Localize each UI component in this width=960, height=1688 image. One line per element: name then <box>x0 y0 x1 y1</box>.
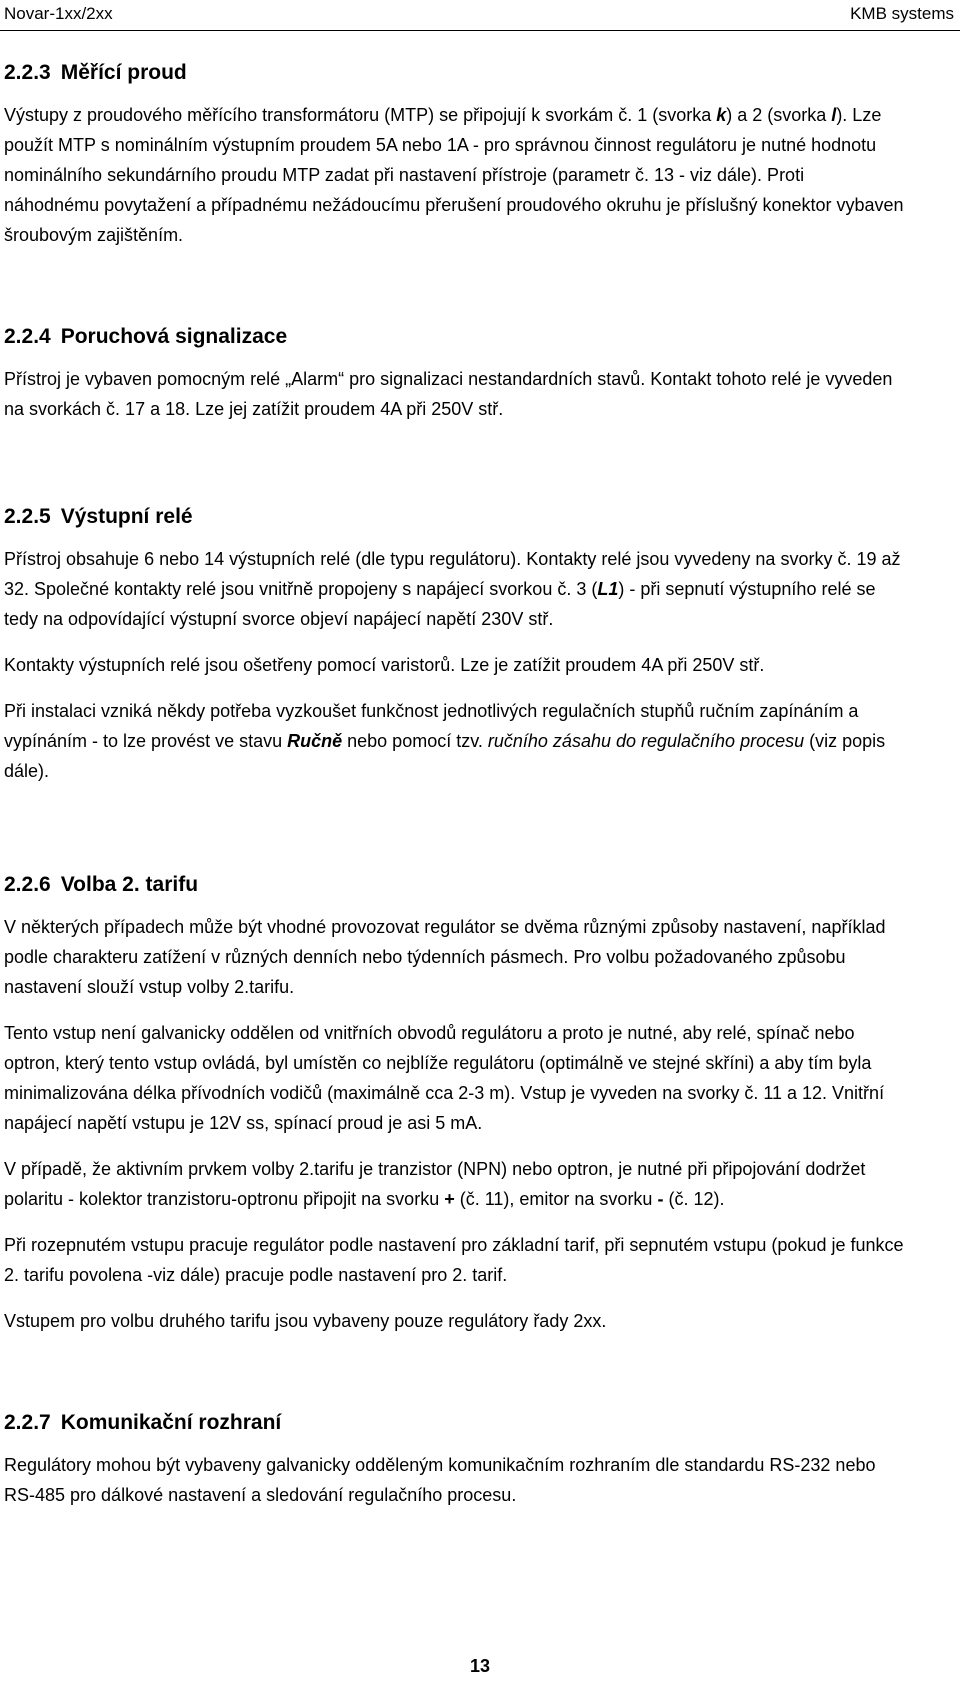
spacer <box>4 802 904 870</box>
header-product-name: Novar-1xx/2xx <box>4 4 113 23</box>
section-title: Měřící proud <box>60 61 187 84</box>
paragraph <box>4 1154 904 1214</box>
section-second-tariff <box>4 870 904 1336</box>
text-run: (č. 11), emitor na svorku <box>454 1189 658 1209</box>
section-number: 2.2.7 <box>4 1411 51 1434</box>
text-run: ) a 2 (svorka <box>726 105 832 125</box>
paragraph <box>4 696 904 786</box>
section-heading <box>4 58 904 88</box>
spacer <box>4 1352 904 1408</box>
paragraph: Kontakty výstupních relé jsou ošetřeny pomocí varistorů. Lze je zatížit proudem 4A při 250V stř. <box>4 655 765 675</box>
section-heading <box>4 502 904 532</box>
paragraph: Regulátory mohou být vybaveny galvanicky odděleným komunikačním rozhraním dle standardu RS-232 nebo RS-485 pro dálkové nastavení a sledování regulačního procesu. <box>4 1455 876 1505</box>
section-measuring-current <box>4 58 904 250</box>
section-title: Poruchová signalizace <box>60 325 288 348</box>
mode-name-rucne: Ručně <box>287 731 343 751</box>
paragraph: Přístroj je vybaven pomocným relé „Alarm“ pro signalizaci nestandardních stavů. Kontakt tohoto relé je vyveden na svorkách č. 17 a 18. Lze jej zatížit proudem 4A při 250V stř. <box>4 369 893 419</box>
terminal-label-k: k <box>716 105 727 125</box>
paragraph: Vstupem pro volbu druhého tarifu jsou vybaveny pouze regulátory řady 2xx. <box>4 1311 607 1331</box>
section-heading <box>4 1408 904 1438</box>
section-heading <box>4 322 904 352</box>
section-communication-interface <box>4 1408 904 1510</box>
terminal-label-l1: L1 <box>597 579 619 599</box>
header-rule <box>0 30 960 31</box>
paragraph: Při rozepnutém vstupu pracuje regulátor podle nastavení pro základní tarif, při sepnutém vstupu (pokud je funkce 2. tarifu povolena -viz dále) pracuje podle nastavení pro 2. tarif. <box>4 1235 904 1285</box>
text-run: Při instalaci vzniká někdy potřeba vyzkoušet funkčnost jednotlivých regulačních stupňů ručním zapínáním a vypínáním - to lze provést ve stavu <box>4 701 859 751</box>
terminal-label-l: l <box>831 105 837 125</box>
polarity-minus: - <box>657 1189 664 1209</box>
section-heading <box>4 870 904 900</box>
section-fault-signaling <box>4 322 904 424</box>
manual-intervention-term: ručního zásahu do regulačního procesu <box>487 731 805 751</box>
spacer <box>4 440 904 502</box>
text-run: nebo pomocí tzv. <box>342 731 488 751</box>
section-number: 2.2.5 <box>4 505 51 528</box>
paragraph: V některých případech může být vhodné provozovat regulátor se dvěma různými způsoby nastavení, například podle charakteru zatížení v různých denních nebo týdenních pásmech. Pro volbu požadovaného způsobu nastavení slouží vstup volby 2.tarifu. <box>4 917 886 997</box>
text-run: Výstupy z proudového měřícího transformátoru (MTP) se připojují k svorkám č. 1 (svorka <box>4 105 717 125</box>
section-number: 2.2.4 <box>4 325 51 348</box>
paragraph <box>4 544 904 634</box>
text-run: ) - při sepnutí výstupního relé se tedy na odpovídající výstupní svorce objeví napájecí napětí 230V stř. <box>4 579 876 629</box>
section-number: 2.2.3 <box>4 61 51 84</box>
running-header <box>4 2 954 32</box>
text-run: Přístroj obsahuje 6 nebo 14 výstupních relé (dle typu regulátoru). Kontakty relé jsou vyvedeny na svorky č. 19 až 32. Společné kontakty relé jsou vnitřně propojeny s napájecí svorkou č. 3 ( <box>4 549 901 599</box>
text-run: (č. 12). <box>663 1189 725 1209</box>
section-title: Výstupní relé <box>60 505 193 528</box>
section-title: Volba 2. tarifu <box>60 873 199 896</box>
paragraph <box>4 100 904 250</box>
section-number: 2.2.6 <box>4 873 51 896</box>
text-run: V případě, že aktivním prvkem volby 2.tarifu je tranzistor (NPN) nebo optron, je nutné při připojování dodržet polaritu - kolektor tranzistoru-optronu připojit na svorku <box>4 1159 866 1209</box>
document-body <box>4 58 904 1526</box>
polarity-plus: + <box>444 1189 455 1209</box>
text-run: ). Lze použít MTP s nominálním výstupním proudem 5A nebo 1A - pro správnou činnost regulátoru je nutné hodnotu nominálního sekundárního proudu MTP zadat při nastavení přístroje (parametr č. 13 - viz dále). Proti náhodnému povytažení a případnému nežádoucímu přerušení proudového okruhu je příslušný konektor vybaven šroubovým zajištěním. <box>4 105 904 245</box>
section-title: Komunikační rozhraní <box>60 1411 282 1434</box>
paragraph: Tento vstup není galvanicky oddělen od vnitřních obvodů regulátoru a proto je nutné, aby relé, spínač nebo optron, který tento vstup ovládá, byl umístěn co nejblíže regulátoru (optimálně ve stejné skříni) a aby tím byla minimalizována délka přívodních vodičů (maximálně cca 2-3 m). Vstup je vyveden na svorky č. 11 a 12. Vnitřní napájecí napětí vstupu je 12V ss, spínací proud je asi 5 mA. <box>4 1023 885 1133</box>
page-number: 13 <box>469 1656 491 1676</box>
section-output-relays <box>4 502 904 786</box>
spacer <box>4 266 904 322</box>
header-company-name: KMB systems <box>850 4 954 23</box>
text-run: (viz popis dále). <box>4 731 886 781</box>
